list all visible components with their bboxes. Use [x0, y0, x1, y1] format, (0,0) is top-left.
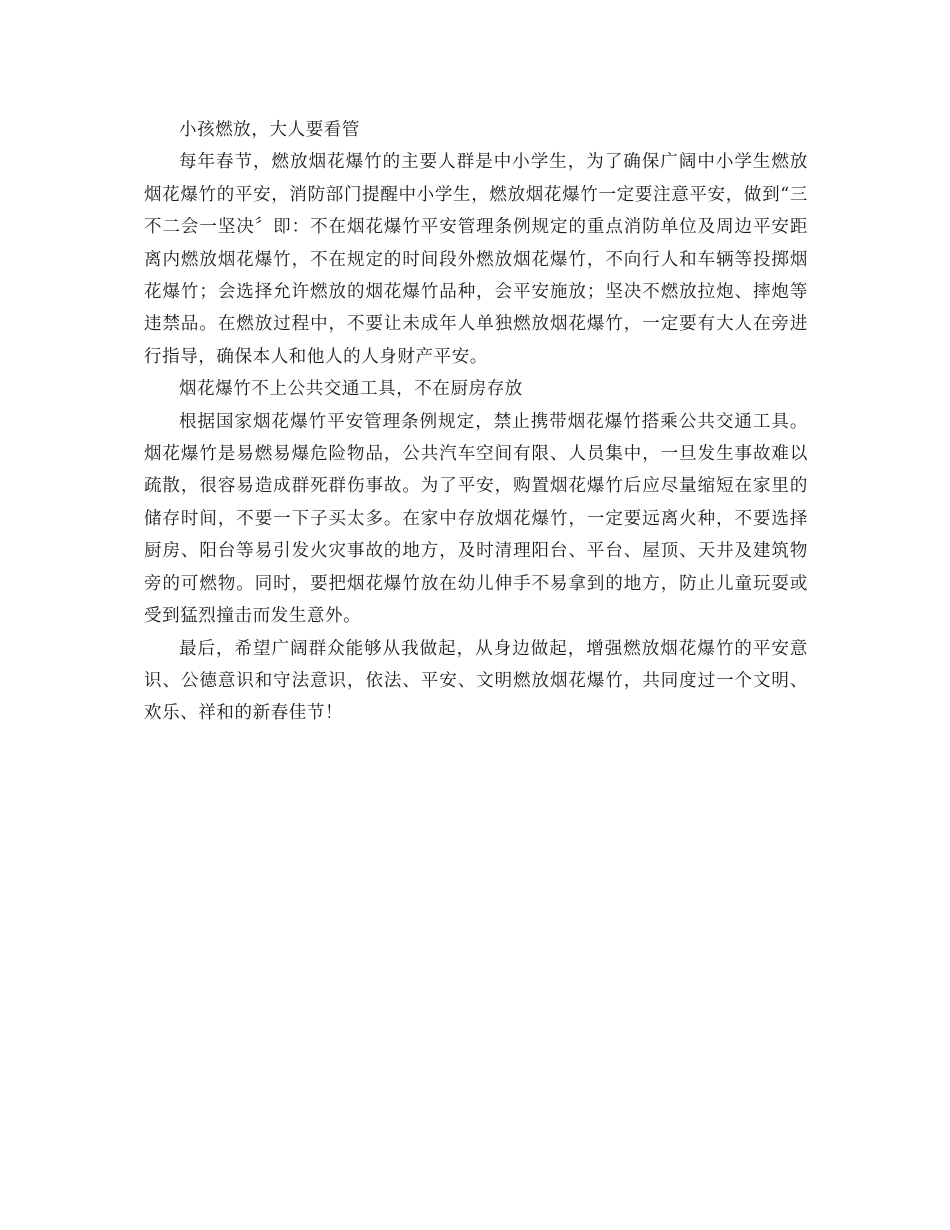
paragraph-children-safety: 每年春节，燃放烟花爆竹的主要人群是中小学生，为了确保广阔中小学生燃放烟花爆竹的平安，消防部门提醒中小学生，燃放烟花爆竹一定要注意平安，做到“三不二会一坚决〞即：不在烟花爆竹平安管理条例规定的重点消防单位及周边平安距离内燃放烟花爆竹，不在规定的时间段外燃放烟花爆竹，不向行人和车辆等投掷烟花爆竹；会选择允许燃放的烟花爆竹品种，会平安施放；坚决不燃放拉炮、摔炮等违禁品。在燃放过程中，不要让未成年人单独燃放烟花爆竹，一定要有大人在旁进行指导，确保本人和他人的人身财产平安。 [144, 152, 808, 367]
document-body [144, 114, 808, 730]
paragraph-transport-storage: 根据国家烟花爆竹平安管理条例规定，禁止携带烟花爆竹搭乘公共交通工具。烟花爆竹是易燃易爆危险物品，公共汽车空间有限、人员集中，一旦发生事故难以疏散，很容易造成群死群伤事故。为了平安，购置烟花爆竹后应尽量缩短在家里的储存时间，不要一下子买太多。在家中存放烟花爆竹，一定要远离火种，不要选择厨房、阳台等易引发火灾事故的地方，及时清理阳台、平台、屋顶、天井及建筑物旁的可燃物。同时，要把烟花爆竹放在幼儿伸手不易拿到的地方，防止儿童玩耍或受到猛烈撞击而发生意外。 [144, 411, 808, 627]
section-heading-transport-storage: 烟花爆竹不上公共交通工具，不在厨房存放 [179, 379, 523, 400]
section-heading-children: 小孩燃放，大人要看管 [179, 120, 360, 140]
paragraph-conclusion: 最后，希望广阔群众能够从我做起，从身边做起，增强燃放烟花爆竹的平安意识、公德意识和守法意识，依法、平安、文明燃放烟花爆竹，共同度过一个文明、欢乐、祥和的新春佳节！ [144, 638, 808, 724]
